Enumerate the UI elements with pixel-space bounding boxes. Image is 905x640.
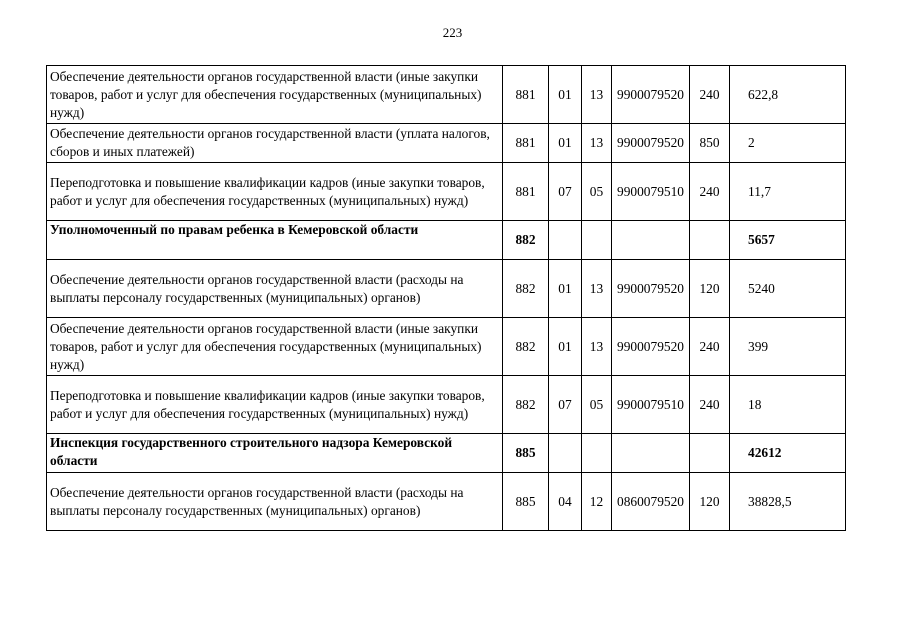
- row-section: 01: [549, 66, 582, 124]
- row-grbs: 882: [503, 318, 549, 376]
- row-expense-type: 240: [690, 66, 730, 124]
- table-row: [47, 260, 846, 318]
- row-description: Обеспечение деятельности органов государственной власти (иные закупки товаров, работ и услуг для обеспечения государственных (муниципальных) нужд): [47, 66, 503, 124]
- row-expense-type: 240: [690, 318, 730, 376]
- row-description: Уполномоченный по правам ребенка в Кемеровской области: [47, 221, 503, 260]
- row-target-code: 9900079510: [612, 376, 690, 434]
- row-description: Обеспечение деятельности органов государственной власти (иные закупки товаров, работ и услуг для обеспечения государственных (муниципальных) нужд): [47, 318, 503, 376]
- row-amount: 18: [730, 376, 846, 434]
- row-target-code: 9900079520: [612, 260, 690, 318]
- row-section: 01: [549, 124, 582, 163]
- row-amount: 38828,5: [730, 473, 846, 531]
- row-subsection: 12: [582, 473, 612, 531]
- row-section: 07: [549, 376, 582, 434]
- row-amount: 399: [730, 318, 846, 376]
- row-grbs: 885: [503, 434, 549, 473]
- row-amount: 42612: [730, 434, 846, 473]
- table-row: [47, 318, 846, 376]
- row-grbs: 882: [503, 221, 549, 260]
- table-row: [47, 124, 846, 163]
- row-target-code: [612, 434, 690, 473]
- row-expense-type: 120: [690, 260, 730, 318]
- row-grbs: 882: [503, 376, 549, 434]
- row-expense-type: 240: [690, 163, 730, 221]
- row-grbs: 882: [503, 260, 549, 318]
- row-grbs: 885: [503, 473, 549, 531]
- row-subsection: 05: [582, 163, 612, 221]
- table-row: [47, 163, 846, 221]
- row-description: Обеспечение деятельности органов государственной власти (расходы на выплаты персоналу государственных (муниципальных) органов): [47, 260, 503, 318]
- row-expense-type: 120: [690, 473, 730, 531]
- row-subsection: [582, 221, 612, 260]
- row-description: Переподготовка и повышение квалификации кадров (иные закупки товаров, работ и услуг для обеспечения государственных (муниципальных) нужд): [47, 163, 503, 221]
- row-subsection: 13: [582, 318, 612, 376]
- row-target-code: 9900079520: [612, 124, 690, 163]
- row-description: Инспекция государственного строительного надзора Кемеровской области: [47, 434, 503, 473]
- table-row: [47, 221, 846, 260]
- table-row: [47, 376, 846, 434]
- row-expense-type: 240: [690, 376, 730, 434]
- row-description: Обеспечение деятельности органов государственной власти (уплата налогов, сборов и иных платежей): [47, 124, 503, 163]
- row-target-code: 9900079520: [612, 318, 690, 376]
- row-expense-type: 850: [690, 124, 730, 163]
- row-grbs: 881: [503, 124, 549, 163]
- table-row: [47, 434, 846, 473]
- row-amount: 5657: [730, 221, 846, 260]
- row-expense-type: [690, 221, 730, 260]
- row-subsection: 13: [582, 66, 612, 124]
- row-amount: 5240: [730, 260, 846, 318]
- row-subsection: 05: [582, 376, 612, 434]
- row-amount: 622,8: [730, 66, 846, 124]
- row-section: 01: [549, 260, 582, 318]
- row-amount: 2: [730, 124, 846, 163]
- row-section: [549, 434, 582, 473]
- table-row: [47, 66, 846, 124]
- page-number: 223: [442, 25, 463, 40]
- row-expense-type: [690, 434, 730, 473]
- row-subsection: 13: [582, 260, 612, 318]
- row-amount: 11,7: [730, 163, 846, 221]
- row-target-code: [612, 221, 690, 260]
- table-row: [47, 473, 846, 531]
- row-target-code: 9900079510: [612, 163, 690, 221]
- row-description: Переподготовка и повышение квалификации кадров (иные закупки товаров, работ и услуг для обеспечения государственных (муниципальных) нужд): [47, 376, 503, 434]
- row-description: Обеспечение деятельности органов государственной власти (расходы на выплаты персоналу государственных (муниципальных) органов): [47, 473, 503, 531]
- row-grbs: 881: [503, 163, 549, 221]
- row-subsection: 13: [582, 124, 612, 163]
- row-section: 04: [549, 473, 582, 531]
- row-target-code: 0860079520: [612, 473, 690, 531]
- row-section: [549, 221, 582, 260]
- row-section: 07: [549, 163, 582, 221]
- row-target-code: 9900079520: [612, 66, 690, 124]
- budget-table: [46, 65, 846, 531]
- row-section: 01: [549, 318, 582, 376]
- row-grbs: 881: [503, 66, 549, 124]
- row-subsection: [582, 434, 612, 473]
